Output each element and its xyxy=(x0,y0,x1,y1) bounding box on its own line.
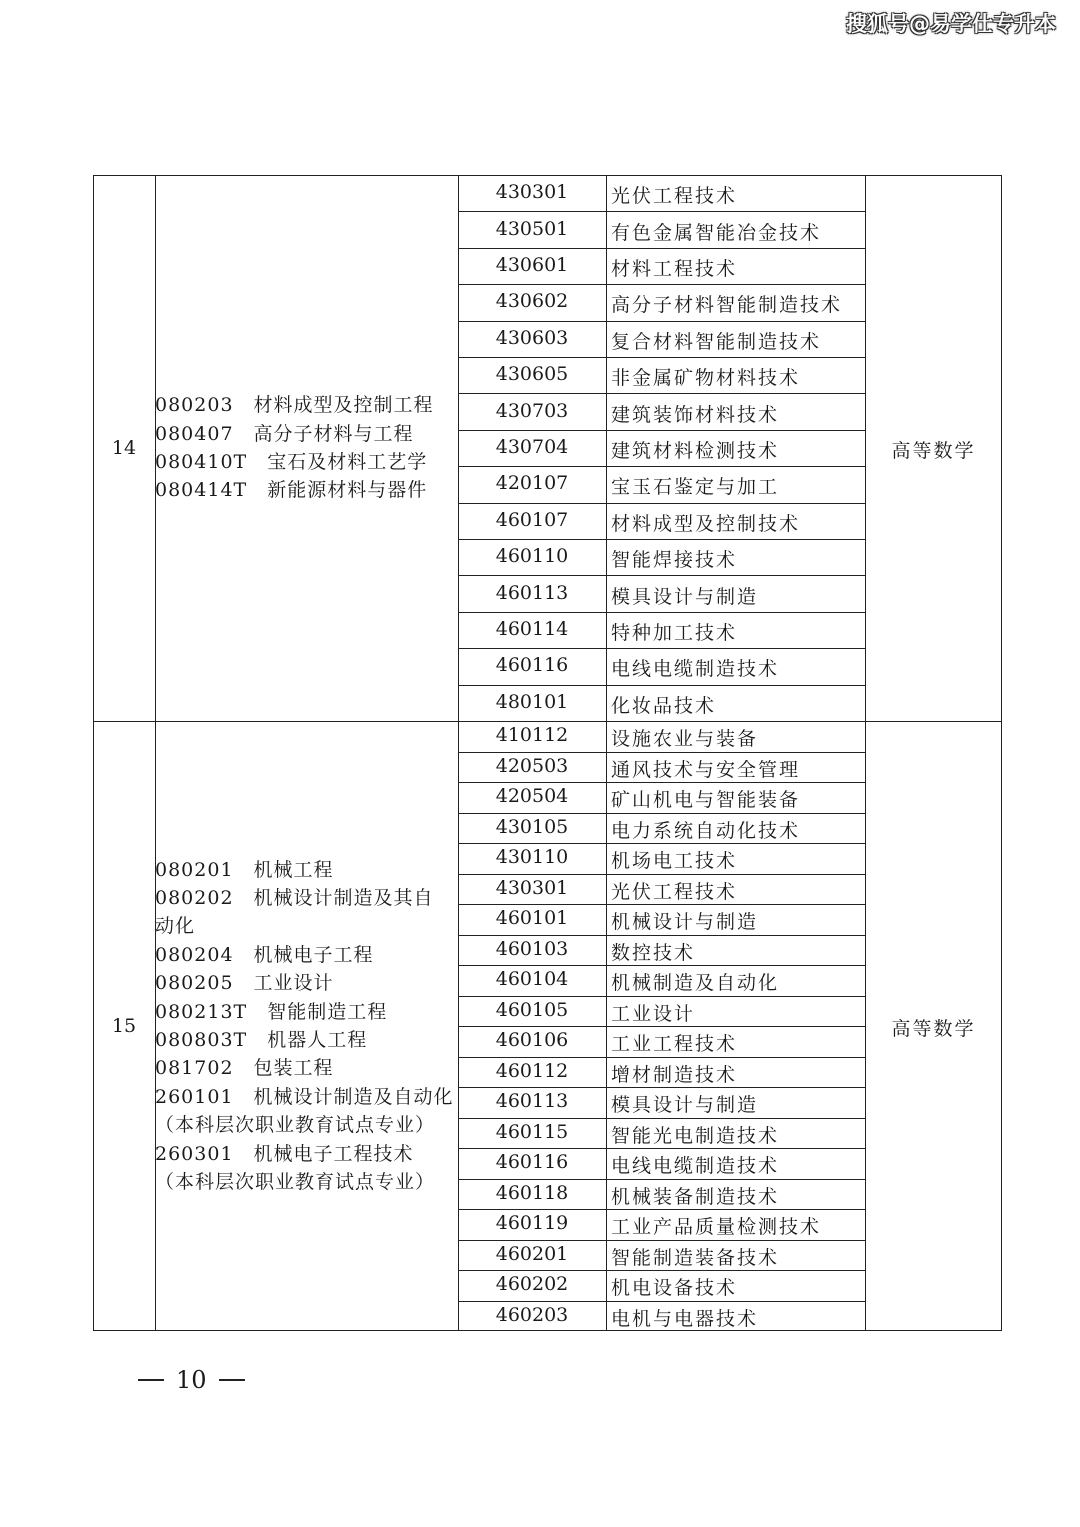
vocational-name: 材料成型及控制技术 xyxy=(611,512,801,535)
row-divider xyxy=(458,685,865,686)
vocational-code: 430105 xyxy=(495,815,569,838)
vocational-name: 模具设计与制造 xyxy=(611,1094,759,1117)
vocational-name: 智能光电制造技术 xyxy=(611,1124,780,1147)
vocational-code: 420503 xyxy=(495,754,569,777)
row-divider xyxy=(458,466,865,467)
row-divider xyxy=(458,575,865,576)
vocational-name: 工业产品质量检测技术 xyxy=(611,1216,822,1239)
row-divider xyxy=(458,503,865,504)
vocational-name: 通风技术与安全管理 xyxy=(611,758,801,781)
vocational-code: 420107 xyxy=(495,472,569,495)
vocational-name: 电线电缆制造技术 xyxy=(611,1155,780,1178)
col-border-0 xyxy=(93,175,94,1331)
row-divider xyxy=(458,1057,865,1058)
vocational-name: 机械制造及自动化 xyxy=(611,972,780,995)
vocational-name: 设施农业与装备 xyxy=(611,728,759,751)
vocational-name: 机械装备制造技术 xyxy=(611,1185,780,1208)
vocational-code: 460115 xyxy=(495,1120,569,1143)
major-table xyxy=(93,175,1002,1331)
vocational-code: 460201 xyxy=(495,1242,569,1265)
vocational-name: 电线电缆制造技术 xyxy=(611,658,780,681)
vocational-code: 430605 xyxy=(495,363,569,386)
vocational-code: 460113 xyxy=(495,581,569,604)
vocational-code: 460107 xyxy=(495,508,569,531)
vocational-code: 460114 xyxy=(495,618,569,640)
vocational-code: 480101 xyxy=(495,690,569,713)
vocational-name: 复合材料智能制造技术 xyxy=(611,330,822,353)
row-divider xyxy=(458,1209,865,1210)
vocational-code: 460104 xyxy=(495,968,569,991)
page-footer xyxy=(138,1366,245,1394)
vocational-name: 电力系统自动化技术 xyxy=(611,819,801,842)
vocational-name: 有色金属智能冶金技术 xyxy=(611,221,822,244)
group-seq: 14 xyxy=(111,437,137,459)
row-divider xyxy=(458,874,865,875)
vocational-name: 建筑装饰材料技术 xyxy=(611,403,780,426)
vocational-name: 机械设计与制造 xyxy=(611,911,759,934)
watermark: 搜狐号@易学仕专升本 xyxy=(846,12,1056,36)
vocational-code: 460101 xyxy=(495,907,569,930)
table-top-border xyxy=(93,175,1002,176)
vocational-code: 460103 xyxy=(495,937,569,960)
row-divider xyxy=(458,843,865,844)
vocational-name: 特种加工技术 xyxy=(611,622,738,644)
vocational-code: 460116 xyxy=(495,654,569,677)
vocational-name: 增材制造技术 xyxy=(611,1063,738,1086)
vocational-name: 材料工程技术 xyxy=(611,258,738,280)
exam-subject: 高等数学 xyxy=(891,440,976,462)
vocational-name: 机场电工技术 xyxy=(611,850,738,873)
row-divider xyxy=(458,211,865,212)
row-divider xyxy=(458,284,865,285)
row-divider xyxy=(458,321,865,322)
row-divider xyxy=(458,612,865,613)
vocational-code: 420504 xyxy=(495,785,569,808)
table-bottom-border xyxy=(93,1330,1002,1331)
vocational-code: 430704 xyxy=(495,436,569,458)
vocational-code: 460202 xyxy=(495,1273,569,1296)
row-divider xyxy=(458,904,865,905)
vocational-name: 工业工程技术 xyxy=(611,1033,738,1056)
dash-left xyxy=(138,1379,164,1381)
vocational-name: 机电设备技术 xyxy=(611,1277,738,1300)
vocational-code: 430110 xyxy=(495,846,569,869)
row-divider xyxy=(458,1270,865,1271)
row-divider xyxy=(458,996,865,997)
row-divider xyxy=(458,1240,865,1241)
undergrad-majors: 080201 机械工程 080202 机械设计制造及其自 动化 080204 机械电子工程 080205 工业设计 080213T 智能制造工程 080803T 机器人工程 081702 包装工程 260101 机械设计制造及自动化 （本科层次职业教育试点专业） 260301 机械电子工程技术 （本科层次职业教育试点专业） xyxy=(155,858,454,1194)
vocational-name: 数控技术 xyxy=(611,941,696,964)
row-divider xyxy=(458,1087,865,1088)
vocational-name: 非金属矿物材料技术 xyxy=(611,367,801,390)
vocational-code: 460112 xyxy=(495,1059,569,1082)
page-number: 10 xyxy=(176,1366,207,1394)
vocational-name: 智能焊接技术 xyxy=(611,549,738,572)
vocational-name: 光伏工程技术 xyxy=(611,185,738,208)
row-divider xyxy=(458,1148,865,1149)
group-seq: 15 xyxy=(111,1015,137,1037)
vocational-code: 430301 xyxy=(495,876,569,899)
row-divider xyxy=(458,1026,865,1027)
row-divider xyxy=(458,1179,865,1180)
vocational-code: 460113 xyxy=(495,1090,569,1113)
row-divider xyxy=(458,935,865,936)
vocational-code: 460110 xyxy=(495,545,569,568)
row-divider xyxy=(458,965,865,966)
vocational-name: 工业设计 xyxy=(611,1002,696,1025)
row-divider xyxy=(458,393,865,394)
vocational-name: 建筑材料检测技术 xyxy=(611,440,780,462)
row-divider xyxy=(458,248,865,249)
vocational-code: 460119 xyxy=(495,1212,569,1235)
vocational-code: 410112 xyxy=(495,724,569,747)
row-divider xyxy=(458,539,865,540)
vocational-code: 430603 xyxy=(495,326,569,349)
vocational-code: 460203 xyxy=(495,1303,569,1326)
vocational-name: 高分子材料智能制造技术 xyxy=(611,294,843,317)
vocational-name: 模具设计与制造 xyxy=(611,585,759,608)
row-divider xyxy=(458,813,865,814)
col-border-4 xyxy=(865,175,866,1331)
col-border-3 xyxy=(606,175,607,1331)
vocational-name: 宝玉石鉴定与加工 xyxy=(611,476,780,499)
row-divider xyxy=(458,430,865,431)
vocational-code: 460106 xyxy=(495,1029,569,1052)
col-border-5 xyxy=(1001,175,1002,1331)
exam-subject: 高等数学 xyxy=(891,1018,976,1040)
vocational-code: 460105 xyxy=(495,998,569,1021)
vocational-name: 光伏工程技术 xyxy=(611,880,738,903)
vocational-code: 430301 xyxy=(495,181,569,204)
vocational-code: 430602 xyxy=(495,290,569,313)
vocational-code: 430601 xyxy=(495,254,569,276)
row-divider xyxy=(458,1118,865,1119)
dash-right xyxy=(219,1379,245,1381)
vocational-code: 460116 xyxy=(495,1151,569,1174)
row-divider xyxy=(458,357,865,358)
row-divider xyxy=(458,782,865,783)
vocational-name: 智能制造装备技术 xyxy=(611,1246,780,1269)
row-divider xyxy=(458,648,865,649)
vocational-name: 电机与电器技术 xyxy=(611,1307,759,1330)
vocational-code: 430501 xyxy=(495,217,569,240)
vocational-name: 矿山机电与智能装备 xyxy=(611,789,801,812)
vocational-name: 化妆品技术 xyxy=(611,694,717,717)
group-divider xyxy=(93,721,1002,722)
row-divider xyxy=(458,752,865,753)
vocational-code: 430703 xyxy=(495,399,569,422)
vocational-code: 460118 xyxy=(495,1181,569,1204)
undergrad-majors: 080203 材料成型及控制工程 080407 高分子材料与工程 080410T 宝石及材料工艺学 080414T 新能源材料与器件 xyxy=(155,394,434,502)
row-divider xyxy=(458,1301,865,1302)
